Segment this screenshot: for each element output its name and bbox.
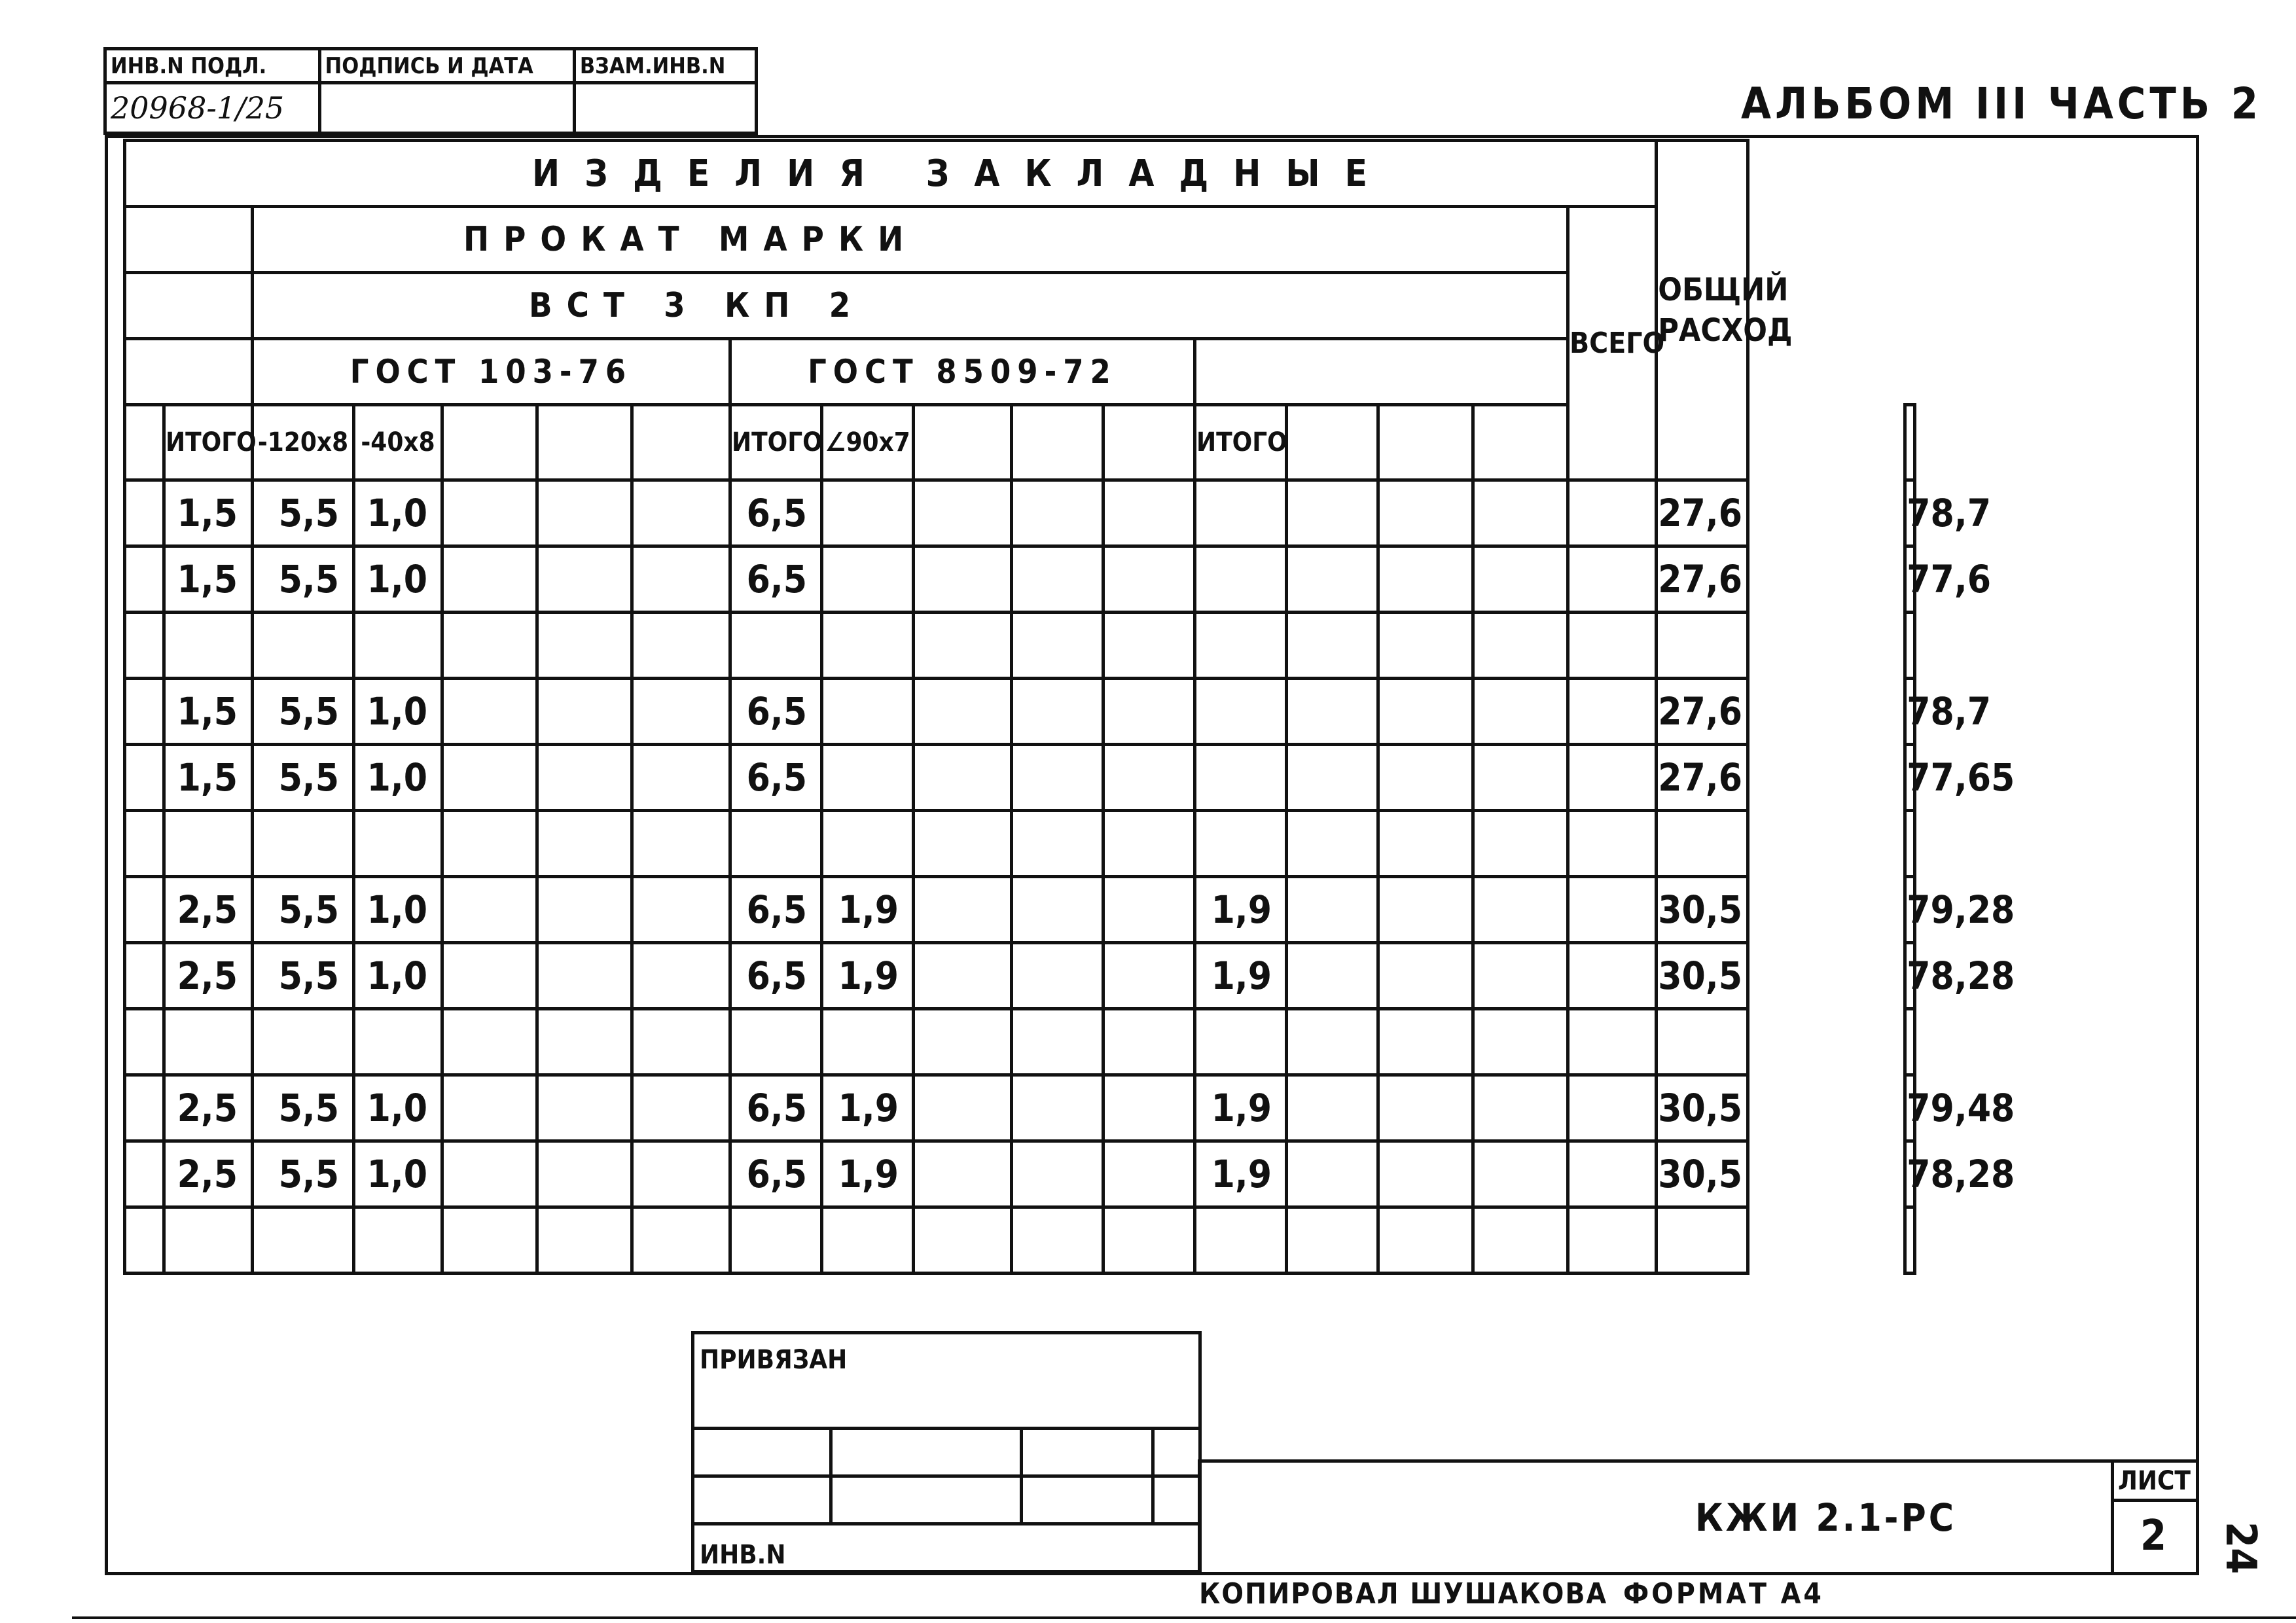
table-cell: [1012, 1141, 1103, 1207]
table-cell: [354, 613, 442, 679]
table-cell: [632, 1009, 730, 1075]
table-cell: [537, 943, 632, 1009]
table-cell: [1568, 745, 1657, 811]
table-cell: 27,6: [1657, 679, 1748, 745]
table-row: [125, 1207, 1915, 1274]
table-cell: 30,5: [1657, 1141, 1748, 1207]
table-cell: 78,28: [1905, 1141, 1915, 1207]
column-header-6: ИТОГО: [730, 405, 822, 480]
table-cell: [1568, 811, 1657, 877]
table-cell: [632, 943, 730, 1009]
table-cell: 2,5: [164, 1075, 253, 1141]
table-cell: 1,0: [354, 480, 442, 546]
table-cell: 1,5: [164, 480, 253, 546]
frame-right: [2196, 135, 2199, 1575]
table-cell: [1195, 546, 1287, 613]
table-cell: [1012, 943, 1103, 1009]
page-bottom-line: [72, 1616, 2296, 1619]
table-cell: [253, 1207, 354, 1274]
column-header-7: ∠90x7: [822, 405, 914, 480]
column-header-3: [442, 405, 537, 480]
table-cell: 77,6: [1905, 546, 1915, 613]
overall-header: ОБЩИЙ РАСХОД: [1657, 141, 1748, 480]
binding-block: [691, 1331, 1202, 1573]
table-cell: [730, 1207, 822, 1274]
table-cell: [1568, 613, 1657, 679]
table-cell: [164, 811, 253, 877]
table-cell: [1103, 613, 1195, 679]
footer-copied: КОПИРОВАЛ ШУШАКОВА: [1199, 1577, 1608, 1611]
table-cell: [632, 811, 730, 877]
table-cell: [1568, 1009, 1657, 1075]
table-cell: 30,5: [1657, 1075, 1748, 1141]
table-cell: [442, 546, 537, 613]
table-cell: [537, 546, 632, 613]
column-header-8: [914, 405, 1012, 480]
column-header-13: [1378, 405, 1473, 480]
table-cell: [1473, 1141, 1568, 1207]
table-cell: [1905, 1207, 1915, 1274]
table-row: [125, 1009, 1915, 1075]
gost-103-header: ГОСТ 103-76: [253, 339, 730, 405]
table-cell: [1012, 1009, 1103, 1075]
table-cell: [822, 811, 914, 877]
table-cell: [1378, 1075, 1473, 1141]
table-cell: [1473, 613, 1568, 679]
column-header-2: -40x8: [354, 405, 442, 480]
column-header-5: [632, 405, 730, 480]
table-cell: 6,5: [730, 745, 822, 811]
table-cell: [1378, 1141, 1473, 1207]
table-cell: [442, 1141, 537, 1207]
table-cell: [1568, 943, 1657, 1009]
table-cell: 1,0: [354, 1141, 442, 1207]
table-cell: [537, 877, 632, 943]
table-cell: [1012, 480, 1103, 546]
table-cell: [1012, 811, 1103, 877]
table-cell: [1473, 480, 1568, 546]
table-cell: [1195, 679, 1287, 745]
column-header-1: -120x8: [253, 405, 354, 480]
table-cell: [1378, 943, 1473, 1009]
table-cell: 1,0: [354, 546, 442, 613]
table-cell: [1287, 1207, 1378, 1274]
table-cell: [1473, 943, 1568, 1009]
table-cell: [914, 546, 1012, 613]
total-header: ВСЕГО: [1568, 207, 1657, 480]
table-cell: [632, 679, 730, 745]
table-cell: [1568, 546, 1657, 613]
table-cell: [354, 1009, 442, 1075]
table-cell: 78,7: [1905, 679, 1915, 745]
table-cell: [1473, 679, 1568, 745]
table-cell: [1012, 745, 1103, 811]
table-cell: 1,0: [354, 943, 442, 1009]
sheet-cell-left: [2111, 1459, 2114, 1575]
binding-inv-label: ИНВ.N: [693, 1524, 1200, 1572]
table-cell: [1195, 613, 1287, 679]
table-cell: 1,9: [1195, 877, 1287, 943]
table-cell: [632, 1075, 730, 1141]
column-header-12: [1287, 405, 1378, 480]
column-header-0: ИТОГО: [164, 405, 253, 480]
table-cell: 5,5: [253, 943, 354, 1009]
table-cell: [1378, 480, 1473, 546]
table-cell: [1103, 480, 1195, 546]
table-cell: 1,9: [822, 943, 914, 1009]
table-cell: [632, 877, 730, 943]
stamp-header-sign: ПОДПИСЬ И ДАТА: [319, 49, 574, 83]
table-cell: [537, 1009, 632, 1075]
table-row: [125, 546, 1915, 613]
table-cell: [1473, 811, 1568, 877]
table-cell: 79,48: [1905, 1075, 1915, 1141]
table-cell: [1378, 877, 1473, 943]
table-cell: [1657, 1009, 1748, 1075]
table-cell: 1,9: [822, 1075, 914, 1141]
table-cell: [1473, 1207, 1568, 1274]
table-cell: 5,5: [253, 877, 354, 943]
table-title: ИЗДЕЛИЯ ЗАКЛАДНЫЕ: [125, 141, 1657, 207]
table-row: [125, 1075, 1915, 1141]
table-cell: [822, 745, 914, 811]
table-cell: 27,6: [1657, 745, 1748, 811]
table-cell: [1103, 877, 1195, 943]
stamp-replace-value: [574, 83, 756, 134]
table-cell: [1287, 1141, 1378, 1207]
table-cell: [1012, 877, 1103, 943]
table-cell: [442, 480, 537, 546]
table-cell: [1103, 745, 1195, 811]
table-cell: 6,5: [730, 679, 822, 745]
table-cell: 1,9: [1195, 1075, 1287, 1141]
table-cell: [1905, 613, 1915, 679]
table-cell: 1,0: [354, 745, 442, 811]
table-cell: 6,5: [730, 943, 822, 1009]
stamp-sign-value: [319, 83, 574, 134]
table-cell: 79,28: [1905, 877, 1915, 943]
table-row: [125, 745, 1915, 811]
frame-top: [105, 135, 2199, 138]
table-cell: [537, 811, 632, 877]
table-cell: [1905, 1009, 1915, 1075]
table-cell: [1378, 613, 1473, 679]
table-cell: [914, 811, 1012, 877]
column-header-9: [1012, 405, 1103, 480]
inventory-stamp: [103, 47, 758, 135]
table-cell: [730, 811, 822, 877]
table-cell: [537, 480, 632, 546]
table-cell: [1012, 546, 1103, 613]
frame-left: [105, 135, 108, 1575]
table-cell: [1103, 1075, 1195, 1141]
table-cell: [1103, 1207, 1195, 1274]
table-cell: [1378, 1207, 1473, 1274]
table-cell: 2,5: [164, 877, 253, 943]
stamp-inv-value: 20968-1/25: [105, 83, 320, 134]
title-block-top: [1198, 1459, 2196, 1463]
table-cell: [1657, 1207, 1748, 1274]
table-cell: 5,5: [253, 480, 354, 546]
table-cell: [632, 1141, 730, 1207]
table-cell: [914, 613, 1012, 679]
album-label: АЛЬБОМ III ЧАСТЬ 2: [1741, 79, 2263, 129]
table-cell: [1378, 745, 1473, 811]
table-row: [125, 811, 1915, 877]
table-cell: [822, 679, 914, 745]
table-cell: [1287, 679, 1378, 745]
table-cell: 1,0: [354, 1075, 442, 1141]
table-cell: [632, 1207, 730, 1274]
table-cell: 30,5: [1657, 877, 1748, 943]
table-cell: [1287, 811, 1378, 877]
table-cell: [253, 811, 354, 877]
table-cell: [1568, 877, 1657, 943]
table-cell: [164, 613, 253, 679]
table-cell: [914, 745, 1012, 811]
table-cell: [730, 1009, 822, 1075]
table-cell: [1287, 480, 1378, 546]
table-cell: [1568, 679, 1657, 745]
table-cell: [1287, 745, 1378, 811]
column-header-14: [1473, 405, 1568, 480]
table-cell: [537, 745, 632, 811]
table-cell: [822, 613, 914, 679]
table-cell: [1378, 1009, 1473, 1075]
table-cell: 6,5: [730, 1141, 822, 1207]
table-cell: 2,5: [164, 1141, 253, 1207]
table-cell: [1473, 745, 1568, 811]
table-cell: [1195, 745, 1287, 811]
table-cell: [1287, 613, 1378, 679]
table-cell: [914, 1009, 1012, 1075]
table-cell: [1473, 1009, 1568, 1075]
table-cell: [1568, 480, 1657, 546]
table-cell: [730, 613, 822, 679]
table-cell: [1103, 943, 1195, 1009]
table-cell: [1103, 1141, 1195, 1207]
sheet-cell-mid: [2111, 1499, 2196, 1502]
table-cell: 5,5: [253, 546, 354, 613]
table-cell: [632, 745, 730, 811]
table-cell: [1287, 877, 1378, 943]
binding-label: ПРИВЯЗАН: [693, 1333, 1200, 1429]
table-cell: [1473, 877, 1568, 943]
table-cell: [1195, 1009, 1287, 1075]
table-cell: 27,6: [1657, 546, 1748, 613]
table-cell: [1012, 1207, 1103, 1274]
table-cell: [1657, 811, 1748, 877]
table-cell: [914, 480, 1012, 546]
table-cell: 77,65: [1905, 745, 1915, 811]
table-row: [125, 877, 1915, 943]
table-cell: [632, 613, 730, 679]
table-cell: [1195, 480, 1287, 546]
table-cell: [1103, 1009, 1195, 1075]
footer-format: ФОРМАТ А4: [1623, 1577, 1824, 1611]
table-cell: 78,7: [1905, 480, 1915, 546]
column-header-10: [1103, 405, 1195, 480]
table-cell: [1657, 613, 1748, 679]
table-cell: [822, 1009, 914, 1075]
title-block-left: [1198, 1459, 1201, 1575]
document-code: КЖИ 2.1-РС: [1695, 1495, 1956, 1540]
stamp-header-replace: ВЗАМ.ИНВ.N: [574, 49, 756, 83]
table-cell: [1287, 1075, 1378, 1141]
table-cell: 5,5: [253, 679, 354, 745]
table-cell: [1287, 943, 1378, 1009]
table-cell: 6,5: [730, 1075, 822, 1141]
table-cell: [822, 1207, 914, 1274]
table-cell: [442, 1207, 537, 1274]
table-cell: [442, 745, 537, 811]
table-cell: 1,9: [822, 877, 914, 943]
table-cell: [914, 1075, 1012, 1141]
table-cell: 6,5: [730, 546, 822, 613]
table-row: [125, 1141, 1915, 1207]
table-cell: 1,9: [1195, 943, 1287, 1009]
sheet-number: 2: [2140, 1512, 2167, 1560]
table-cell: [164, 1009, 253, 1075]
table-cell: [1568, 1141, 1657, 1207]
table-cell: 2,5: [164, 943, 253, 1009]
table-cell: [537, 1075, 632, 1141]
table-cell: [442, 1009, 537, 1075]
table-cell: [442, 613, 537, 679]
stamp-header-inv: ИНВ.N ПОДЛ.: [105, 49, 320, 83]
table-cell: [537, 1207, 632, 1274]
table-cell: 6,5: [730, 877, 822, 943]
table-cell: 30,5: [1657, 943, 1748, 1009]
table-cell: [632, 480, 730, 546]
table-cell: 27,6: [1657, 480, 1748, 546]
table-cell: [442, 1075, 537, 1141]
table-row: [125, 613, 1915, 679]
table-cell: [1012, 679, 1103, 745]
table-cell: 78,28: [1905, 943, 1915, 1009]
table-cell: [1012, 1075, 1103, 1141]
table-cell: [1287, 546, 1378, 613]
table-cell: [253, 1009, 354, 1075]
table-cell: [354, 811, 442, 877]
table-cell: 1,0: [354, 877, 442, 943]
table-cell: [1378, 546, 1473, 613]
table-cell: 1,5: [164, 679, 253, 745]
table-cell: 1,0: [354, 679, 442, 745]
table-cell: [1103, 811, 1195, 877]
table-row: [125, 943, 1915, 1009]
table-cell: [442, 877, 537, 943]
table-cell: [537, 679, 632, 745]
table-cell: 6,5: [730, 480, 822, 546]
table-cell: [1103, 679, 1195, 745]
table-cell: [914, 679, 1012, 745]
table-cell: [1287, 1009, 1378, 1075]
table-cell: [1195, 1207, 1287, 1274]
table-cell: [1568, 1207, 1657, 1274]
table-cell: [1012, 613, 1103, 679]
table-cell: [822, 480, 914, 546]
table-row: [125, 480, 1915, 546]
steel-header: ВСТ 3 КП 2: [253, 273, 1568, 339]
table-cell: [1195, 811, 1287, 877]
prokat-header: ПРОКАТ МАРКИ: [253, 207, 1568, 273]
table-cell: [822, 546, 914, 613]
table-cell: [914, 877, 1012, 943]
table-cell: [537, 613, 632, 679]
table-cell: 1,5: [164, 546, 253, 613]
page-number: 24: [2216, 1522, 2265, 1575]
column-header-11: ИТОГО: [1195, 405, 1287, 480]
table-cell: 5,5: [253, 1075, 354, 1141]
table-cell: [253, 613, 354, 679]
table-cell: [1905, 811, 1915, 877]
column-header-15: [1905, 405, 1915, 480]
table-cell: 1,9: [1195, 1141, 1287, 1207]
table-cell: [442, 943, 537, 1009]
table-cell: [914, 1141, 1012, 1207]
gost-8509-header: ГОСТ 8509-72: [730, 339, 1195, 405]
table-cell: [442, 811, 537, 877]
table-row: [125, 679, 1915, 745]
table-cell: [1473, 546, 1568, 613]
table-cell: [442, 679, 537, 745]
table-cell: 5,5: [253, 745, 354, 811]
table-cell: 5,5: [253, 1141, 354, 1207]
table-cell: [1103, 546, 1195, 613]
table-cell: [1568, 1075, 1657, 1141]
table-cell: [537, 1141, 632, 1207]
materials-table: [123, 139, 2015, 1275]
table-cell: [1378, 679, 1473, 745]
table-cell: [914, 1207, 1012, 1274]
table-cell: [1473, 1075, 1568, 1141]
table-cell: 1,5: [164, 745, 253, 811]
table-cell: [354, 1207, 442, 1274]
table-cell: [164, 1207, 253, 1274]
sheet-label: ЛИСТ: [2118, 1466, 2191, 1496]
table-cell: [914, 943, 1012, 1009]
table-cell: [632, 546, 730, 613]
column-header-4: [537, 405, 632, 480]
table-cell: 1,9: [822, 1141, 914, 1207]
table-cell: [1378, 811, 1473, 877]
